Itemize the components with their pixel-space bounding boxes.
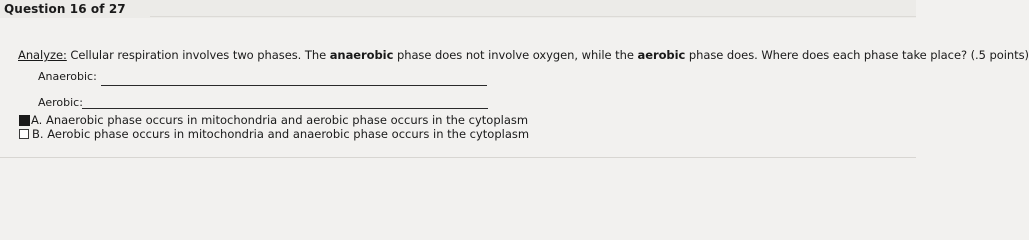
choice-b-checkbox[interactable] [19,129,29,139]
prompt-text-1: Cellular respiration involves two phases. The [66,48,330,62]
footer-divider [0,157,916,158]
choice-b[interactable] [19,127,529,141]
prompt-anaerobic: anaerobic [329,48,394,62]
prompt-text-2: phase does not involve oxygen, while the [393,48,638,62]
anaerobic-label: Anaerobic: [38,70,97,83]
choice-a[interactable] [19,113,528,127]
question-number: Question 16 of 27 [4,2,126,16]
aerobic-answer-line[interactable] [82,108,488,109]
choice-a-checkbox[interactable] [19,115,30,126]
choice-a-text: A. Anaerobic phase occurs in mitochondria and aerobic phase occurs in the cytoplasm [31,113,529,127]
prompt-text-3: phase does. Where does each phase take place? (.5 points) [685,48,1029,62]
anaerobic-answer-line[interactable] [101,85,487,86]
aerobic-label: Aerobic: [38,96,83,109]
header-divider [150,16,916,17]
question-header [0,0,916,18]
question-prompt [18,48,1029,62]
prompt-aerobic: aerobic [637,48,686,62]
prompt-keyword: Analyze: [18,48,67,62]
choice-b-text: B. Aerobic phase occurs in mitochondria and anaerobic phase occurs in the cytoplasm [32,127,530,141]
